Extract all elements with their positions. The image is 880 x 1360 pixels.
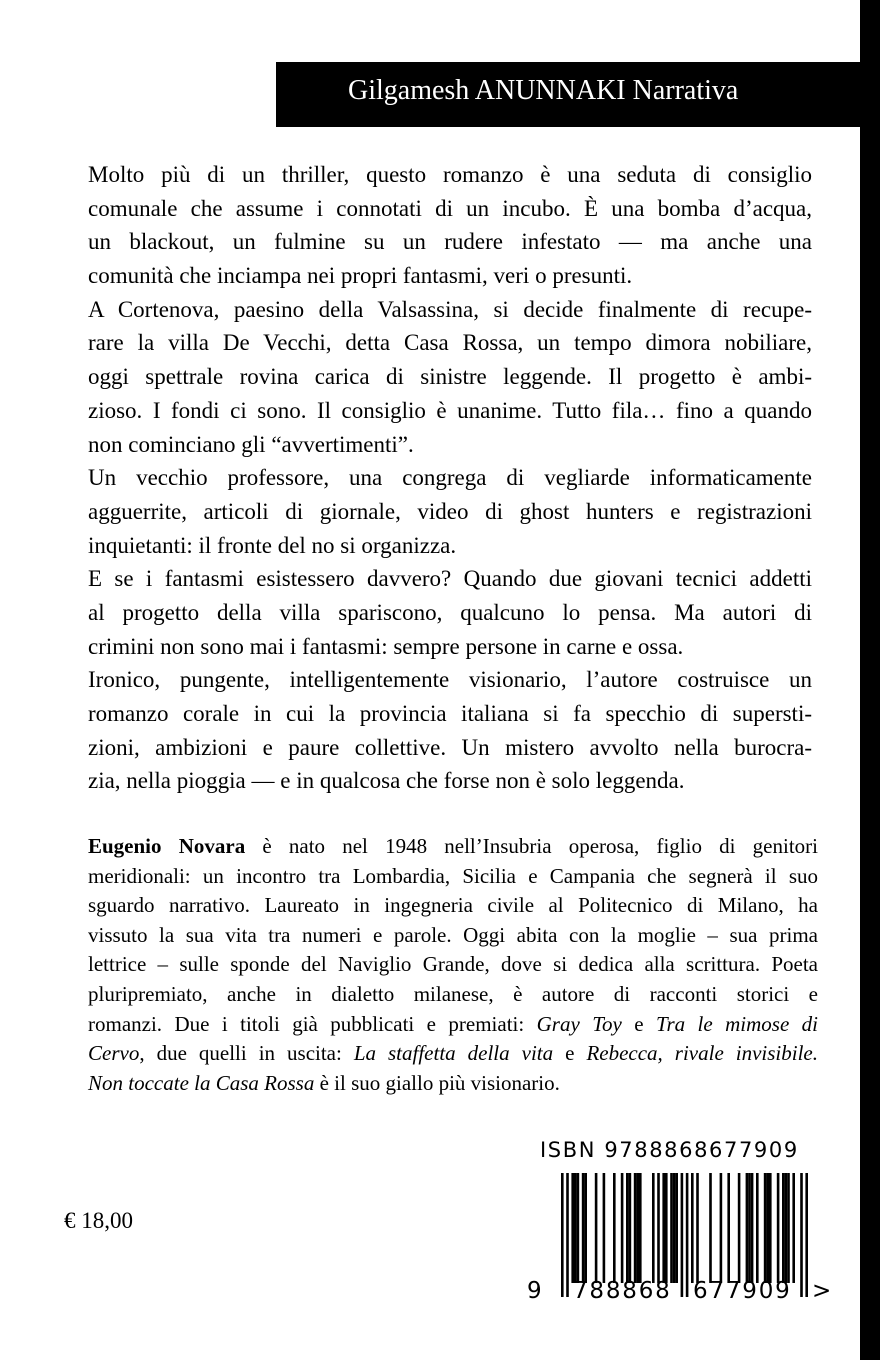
barcode-bar — [764, 1173, 767, 1283]
text-span: e — [621, 1011, 656, 1036]
text-span: , due quelli in uscita: — [139, 1041, 354, 1066]
text-span: inquietanti: il fronte del no si organizza. — [88, 532, 457, 558]
barcode-bar — [613, 1173, 616, 1283]
text-span: vissuto la sua vita tra numeri e parole. Oggi abita con la moglie – sua prima — [88, 922, 818, 947]
barcode-guard-bar — [566, 1173, 569, 1297]
book-title: Rebecca, rivale invisibile. — [586, 1041, 818, 1066]
text-span: Ironico, pungente, intelligentemente visionario, l’autore costruisce un — [88, 667, 812, 693]
text-span: è il suo giallo più visionario. — [314, 1070, 560, 1095]
barcode-guard-bar — [561, 1173, 564, 1297]
book-title: Non toccate la Casa Rossa — [88, 1070, 315, 1095]
text-span: romanzi. Due i titoli già pubblicati e premiati: — [88, 1011, 537, 1036]
barcode-bar — [720, 1173, 723, 1283]
barcode-bar — [727, 1173, 730, 1283]
text-span: crimini non sono mai i fantasmi: sempre persone in carne e ossa. — [88, 633, 684, 659]
barcode-bar — [782, 1173, 785, 1283]
barcode-bar — [675, 1173, 678, 1283]
text-span: Molto più di un thriller, questo romanzo è una seduta di consiglio — [88, 162, 812, 187]
barcode-bar — [748, 1173, 751, 1283]
barcode-bar — [657, 1173, 660, 1283]
barcode-bar — [629, 1173, 632, 1283]
barcode-bar — [792, 1173, 795, 1283]
barcode-guard-bar — [686, 1173, 689, 1297]
barcode-first-digit: 9 — [527, 1278, 544, 1304]
barcode-bar — [756, 1173, 759, 1283]
barcode-bar — [691, 1173, 694, 1283]
text-span: zioso. I fondi ci sono. Il consiglio è unanime. Tutto fila… fino a quando — [88, 397, 812, 423]
barcode-bar — [639, 1173, 642, 1283]
author-name: Eugenio Novara — [88, 834, 246, 858]
barcode-quiet-mark: > — [812, 1278, 834, 1304]
barcode-bar — [577, 1173, 580, 1283]
barcode-bar — [766, 1173, 769, 1283]
barcode-bar — [785, 1173, 788, 1283]
barcode-bar — [751, 1173, 754, 1283]
barcode-bar — [636, 1173, 639, 1283]
barcode-bar — [769, 1173, 772, 1283]
text-span: sguardo narrativo. Laureato in ingegneria civile al Politecnico di Milano, ha — [88, 893, 818, 918]
text-span: comunale che assume i connotati di un incubo. È una bomba d’acqua, — [88, 195, 812, 221]
barcode-guard-bar — [805, 1173, 808, 1297]
barcode-bar — [673, 1173, 676, 1283]
barcode-bar — [574, 1173, 577, 1283]
barcode-bar — [738, 1173, 741, 1283]
barcode-bar — [652, 1173, 655, 1283]
barcode-bar — [626, 1173, 629, 1283]
barcode-left-digits: 788868 — [573, 1278, 672, 1304]
barcode-bar — [621, 1173, 624, 1283]
text-span: pluripremiato, anche in dialetto milanese, è autore di racconti storici e — [88, 981, 818, 1006]
isbn-label: ISBN 9788868677909 — [540, 1138, 799, 1162]
book-title: La staffetta della vita — [353, 1041, 554, 1066]
barcode-bar — [603, 1173, 606, 1283]
barcode-bar — [746, 1173, 749, 1283]
text-span: romanzo corale in cui la provincia italiana si fa specchio di supersti- — [88, 701, 812, 726]
book-title: Gray Toy — [536, 1011, 622, 1036]
text-span: rare la villa De Vecchi, detta Casa Rossa, un tempo dimora nobiliare, — [88, 330, 812, 356]
text-span: agguerrite, articoli di giornale, video di ghost hunters e registrazioni — [88, 498, 812, 524]
barcode-right-digits: 677909 — [693, 1278, 792, 1304]
barcode-bar — [582, 1173, 585, 1283]
text-span: non cominciano gli “avvertimenti”. — [88, 431, 414, 457]
text-span: Un vecchio professore, una congrega di vegliarde informaticamente — [88, 465, 812, 491]
text-span: e — [553, 1041, 587, 1066]
text-span: zia, nella pioggia — e in qualcosa che forse non è solo leggenda. — [88, 768, 685, 794]
text-span: oggi spettrale rovina carica di sinistre leggende. Il progetto è ambi- — [88, 364, 812, 390]
price: € 18,00 — [64, 1208, 133, 1233]
barcode-guard-bar — [800, 1173, 803, 1297]
barcode-bar — [777, 1173, 780, 1283]
text-span: è nato nel 1948 nell’Insubria operosa, figlio di genitori — [245, 834, 818, 858]
barcode-bar — [634, 1173, 637, 1283]
book-title: Cervo — [88, 1041, 140, 1066]
series-title: Gilgamesh ANUNNAKI Narrativa — [348, 75, 739, 106]
text-span: E se i fantasmi esistessero davvero? Quando due giovani tecnici addetti — [88, 566, 812, 592]
barcode-bar — [709, 1173, 712, 1283]
barcode-bar — [584, 1173, 587, 1283]
barcode-bar — [662, 1173, 665, 1283]
text-span: comunità che inciampa nei propri fantasmi, veri o presunti. — [88, 263, 633, 289]
text-span: al progetto della villa spariscono, qualcuno lo pensa. Ma autori di — [88, 599, 812, 625]
text-span: meridionali: un incontro tra Lombardia, Sicilia e Campania che segnerà il suo — [88, 863, 818, 888]
barcode-bar — [665, 1173, 668, 1283]
barcode-bar — [696, 1173, 699, 1283]
barcode-bar — [787, 1173, 790, 1283]
barcode-bar — [571, 1173, 574, 1283]
barcode-guard-bar — [681, 1173, 684, 1297]
book-title: Tra le mimose di — [655, 1011, 819, 1036]
barcode-bar — [595, 1173, 598, 1283]
barcode-bar — [670, 1173, 673, 1283]
text-span: un blackout, un fulmine su un rudere infestato — ma anche una — [88, 229, 812, 255]
text-span: A Cortenova, paesino della Valsassina, si decide finalmente di recupe- — [88, 296, 812, 322]
text-span: lettrice – sulle sponde del Naviglio Grande, dove si dedica alla scrittura. Poeta — [88, 952, 818, 977]
text-span: zioni, ambizioni e paure collettive. Un mistero avvolto nella burocra- — [88, 734, 812, 760]
